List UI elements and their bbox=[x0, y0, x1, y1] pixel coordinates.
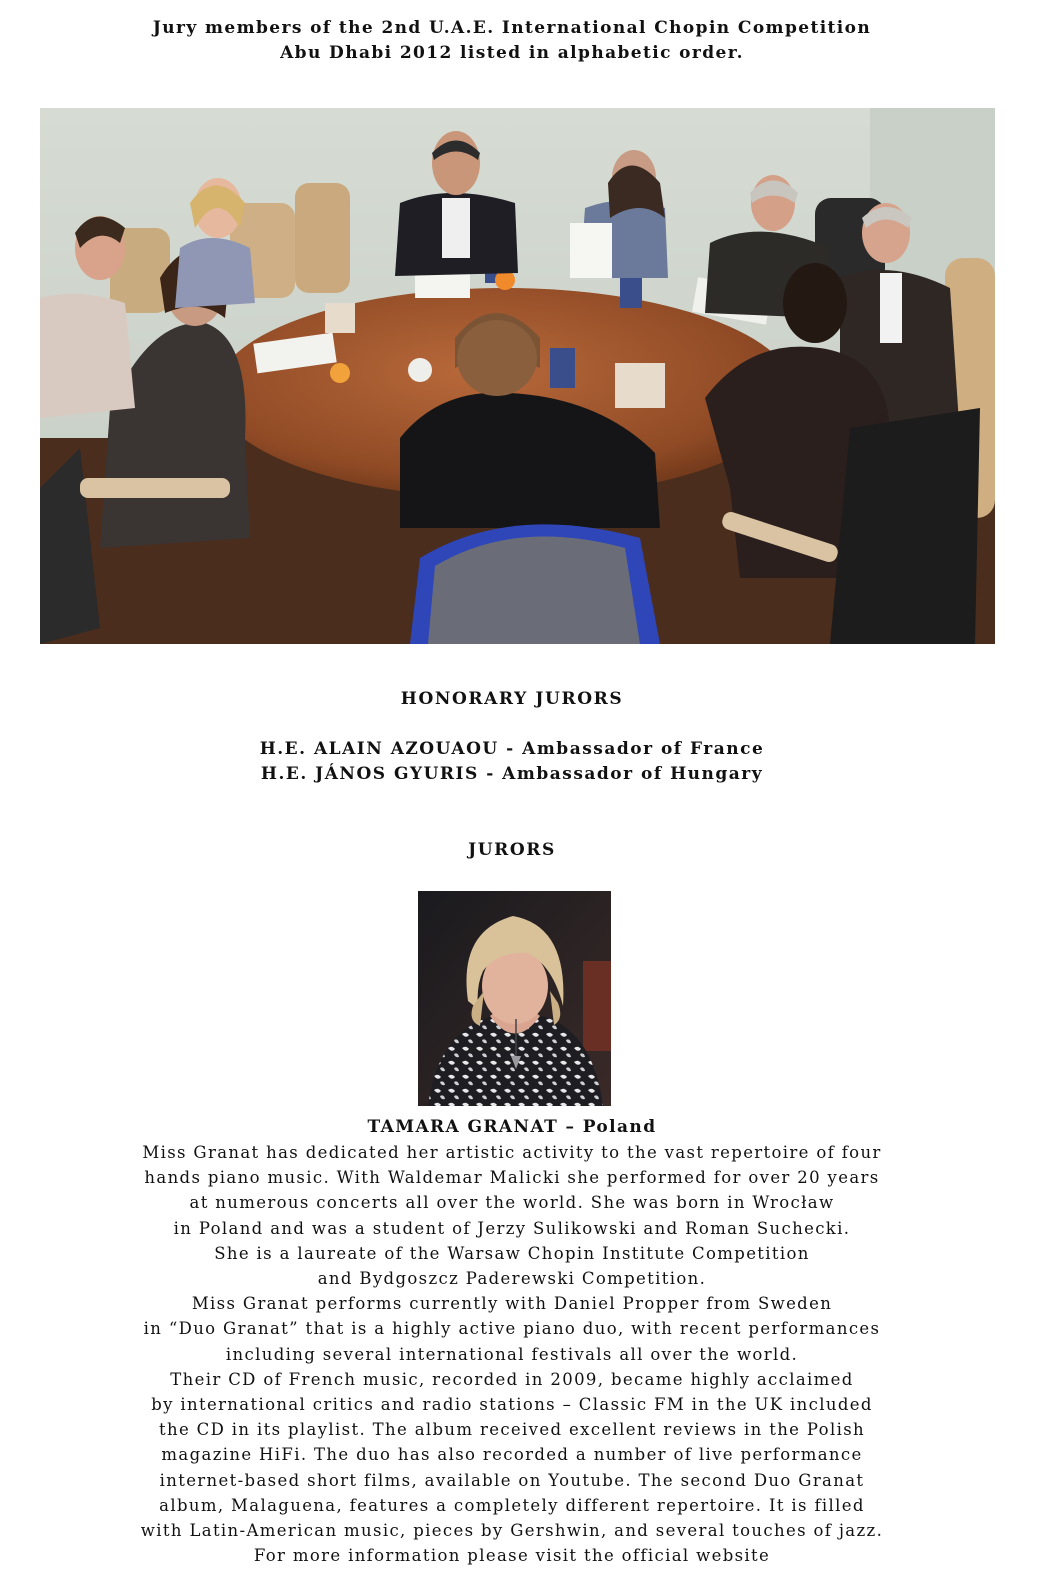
juror-name: TAMARA GRANAT – Poland bbox=[367, 1117, 657, 1137]
honorary-juror-1: H.E. ALAIN AZOUAOU - Ambassador of France bbox=[259, 739, 765, 759]
jury-meeting-photo bbox=[40, 108, 995, 644]
bio-line: hands piano music. With Waldemar Malicki she performed for over 20 years bbox=[144, 1168, 880, 1188]
bio-line: and Bydgoszcz Paderewski Competition. bbox=[317, 1269, 707, 1289]
honorary-juror-2: H.E. JÁNOS GYURIS - Ambassador of Hungary bbox=[260, 764, 764, 784]
bio-line: by international critics and radio stations – Classic FM in the UK included bbox=[151, 1395, 873, 1415]
bio-line: in “Duo Granat” that is a highly active piano duo, with recent performances bbox=[143, 1319, 881, 1339]
bio-line: Their CD of French music, recorded in 2009, became highly acclaimed bbox=[170, 1369, 854, 1389]
bio-line: at numerous concerts all over the world. She was born in Wrocław bbox=[189, 1193, 835, 1213]
bio-line: with Latin-American music, pieces by Gershwin, and several touches of jazz. bbox=[140, 1521, 884, 1541]
header-line-1: Jury members of the 2nd U.A.E. International Chopin Competition bbox=[152, 18, 872, 38]
juror-portrait bbox=[418, 891, 611, 1106]
bio-line: She is a laureate of the Warsaw Chopin Institute Competition bbox=[214, 1243, 810, 1263]
bio-line: Miss Granat performs currently with Daniel Propper from Sweden bbox=[191, 1294, 833, 1314]
bio-line: internet-based short films, available on Youtube. The second Duo Granat bbox=[159, 1470, 865, 1490]
page-header bbox=[0, 16, 1024, 66]
honorary-jurors-list bbox=[0, 737, 1024, 787]
bio-line: in Poland and was a student of Jerzy Sulikowski and Roman Suchecki. bbox=[173, 1218, 851, 1238]
header-line-2: Abu Dhabi 2012 listed in alphabetic order. bbox=[280, 43, 744, 63]
juror-bio bbox=[0, 1140, 1024, 1568]
honorary-jurors-title: HONORARY JURORS bbox=[400, 689, 624, 709]
bio-line: Miss Granat has dedicated her artistic activity to the vast repertoire of four bbox=[142, 1143, 882, 1162]
bio-line: For more information please visit the official website bbox=[253, 1546, 771, 1566]
bio-line: magazine HiFi. The duo has also recorded a number of live performance bbox=[161, 1445, 863, 1465]
bio-line: including several international festivals all over the world. bbox=[225, 1344, 799, 1364]
bio-line: the CD in its playlist. The album received excellent reviews in the Polish bbox=[158, 1420, 866, 1440]
bio-line: album, Malaguena, features a completely different repertoire. It is filled bbox=[159, 1495, 865, 1515]
jurors-title: JURORS bbox=[468, 840, 556, 860]
